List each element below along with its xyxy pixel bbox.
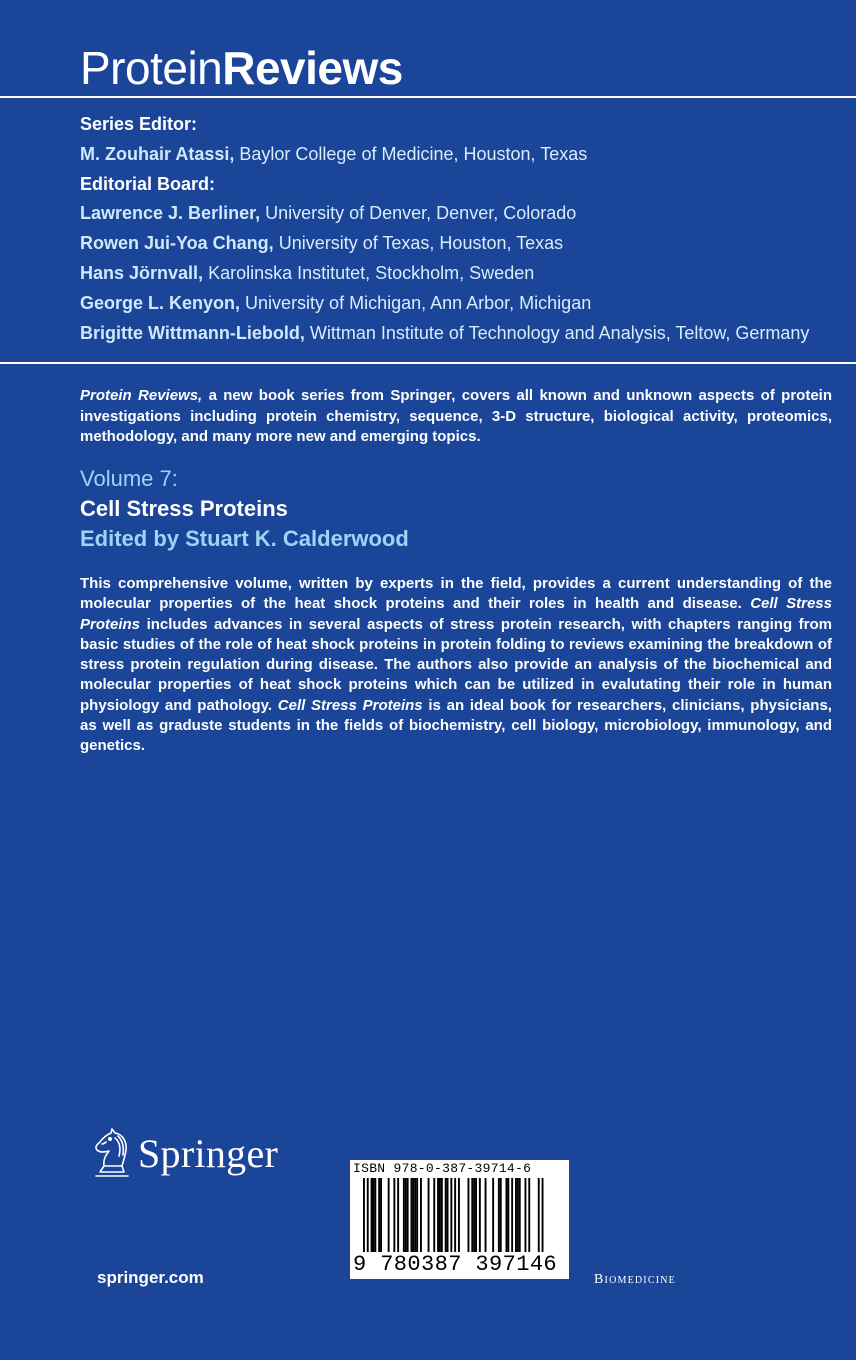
barcode-bar <box>373 1178 375 1254</box>
series-name-italic: Protein Reviews, <box>80 387 203 404</box>
editorial-board-label: Editorial Board: <box>80 173 216 194</box>
springer-wordmark: Springer <box>138 1130 279 1176</box>
barcode-bar <box>473 1178 475 1254</box>
barcode-bar <box>416 1178 418 1254</box>
series-title-light: Protein <box>80 42 223 94</box>
desc-italic-title-2: Cell Stress Proteins <box>277 696 423 714</box>
barcode-bar <box>388 1178 390 1254</box>
board-member-row <box>80 259 850 289</box>
barcode-bar <box>397 1178 399 1254</box>
top-divider <box>0 96 856 98</box>
volume-description <box>80 574 832 757</box>
volume-title: Cell Stress Proteins <box>80 496 288 521</box>
member-name: Rowen Jui-Yoa Chang, <box>80 233 274 254</box>
barcode-bar <box>403 1178 405 1254</box>
barcode-bar <box>407 1178 409 1254</box>
barcode-bar <box>519 1178 521 1254</box>
series-intro <box>80 386 832 448</box>
barcode-bar <box>441 1178 443 1254</box>
series-title-bold: Reviews <box>222 42 403 94</box>
barcode-bar <box>471 1178 473 1254</box>
member-affiliation: University of Texas, Houston, Texas <box>278 233 564 254</box>
barcode-bar <box>393 1178 395 1254</box>
subject-category: Biomedicine <box>594 1272 676 1287</box>
barcode-bar <box>447 1178 449 1254</box>
series-title <box>80 40 403 96</box>
member-name: Brigitte Wittmann-Liebold, <box>80 322 305 343</box>
barcode-bar <box>439 1178 441 1254</box>
barcode-bar <box>414 1178 416 1254</box>
barcode-bar <box>378 1178 380 1254</box>
member-affiliation: Wittman Institute of Technology and Analysis, Teltow, Germany <box>309 322 810 343</box>
barcode-bar <box>479 1178 481 1254</box>
barcode-bar <box>380 1178 382 1254</box>
member-name: Lawrence J. Berliner, <box>80 203 261 224</box>
board-member-row <box>80 199 850 229</box>
barcode-bar <box>511 1178 513 1254</box>
barcode-bar <box>492 1178 494 1254</box>
editor-name: M. Zouhair Atassi, <box>80 143 235 164</box>
barcode-bar <box>498 1178 500 1254</box>
member-affiliation: University of Michigan, Ann Arbor, Michigan <box>245 292 592 313</box>
series-editor-row <box>80 140 850 170</box>
series-editor-label: Series Editor: <box>80 114 198 134</box>
board-member-row <box>80 289 850 319</box>
volume-block <box>80 464 840 554</box>
barcode-bar <box>528 1178 530 1254</box>
barcode-bar <box>437 1178 439 1254</box>
barcode-bar <box>405 1178 407 1254</box>
barcode-bar <box>458 1178 460 1254</box>
editor-affiliation: Baylor College of Medicine, Houston, Texas <box>239 143 588 164</box>
intro-text: a new book series from Springer, covers all known and unknown aspects of protein investigations including protein chemistry, sequence, 3-D structure, biological activity, proteomics, methodology, and many more new and emerging topics. <box>80 387 833 445</box>
barcode-bar <box>371 1178 373 1254</box>
barcode-bar <box>412 1178 414 1254</box>
barcode-bar <box>485 1178 487 1254</box>
barcode-bar <box>420 1178 422 1254</box>
barcode-bar <box>500 1178 502 1254</box>
barcode-bar <box>445 1178 447 1254</box>
barcode-bar <box>506 1178 508 1254</box>
barcode-bar <box>517 1178 519 1254</box>
barcode-bar <box>433 1178 435 1254</box>
barcode-bar <box>475 1178 477 1254</box>
desc-part-2: includes advances in several aspects of stress protein research, with chapters ranging from basic studies of the role of heat shock proteins in protein folding to reviews examining the breakdown of stress protein regulation during disease. The authors also provide an analysis of the biochemical and molecular properties of heat shock proteins which can be utilized in evalutating their role in human physiology and pathology. <box>80 615 832 714</box>
desc-part-3: is an ideal book for researchers, clinicians, physicians, as well as graduste students in the fields of biochemistry, cell biology, microbiology, immunology, and genetics. <box>80 696 832 755</box>
editorial-board <box>80 110 850 348</box>
member-name: Hans Jörnvall, <box>80 262 204 283</box>
board-member-row <box>80 229 850 259</box>
knight-chess-piece-icon <box>90 1126 134 1180</box>
publisher-website[interactable]: springer.com <box>97 1268 204 1287</box>
volume-label: Volume 7: <box>80 466 178 491</box>
barcode-bar <box>525 1178 527 1254</box>
isbn-barcode <box>350 1160 569 1279</box>
isbn-label: ISBN 978-0-387-39714-6 <box>353 1161 532 1176</box>
barcode-bar <box>374 1178 376 1254</box>
barcode-bar <box>468 1178 470 1254</box>
barcode-bar <box>428 1178 430 1254</box>
barcode-bar <box>507 1178 509 1254</box>
board-member-row <box>80 319 850 349</box>
desc-part-1: This comprehensive volume, written by experts in the field, provides a current understanding of the molecular properties of the heat shock proteins and their roles in health and disease. <box>80 575 832 613</box>
member-affiliation: University of Denver, Denver, Colorado <box>265 203 577 224</box>
springer-logo <box>90 1126 278 1180</box>
member-name: George L. Kenyon, <box>80 292 241 313</box>
barcode-bar <box>411 1178 413 1254</box>
volume-editor: Edited by Stuart K. Calderwood <box>80 526 409 551</box>
middle-divider <box>0 362 856 364</box>
ean-digits: 9 780387 397146 <box>353 1252 558 1277</box>
barcode-bar <box>515 1178 517 1254</box>
member-affiliation: Karolinska Institutet, Stockholm, Sweden <box>208 262 535 283</box>
desc-italic-title-1: Cell Stress Proteins <box>80 595 832 633</box>
